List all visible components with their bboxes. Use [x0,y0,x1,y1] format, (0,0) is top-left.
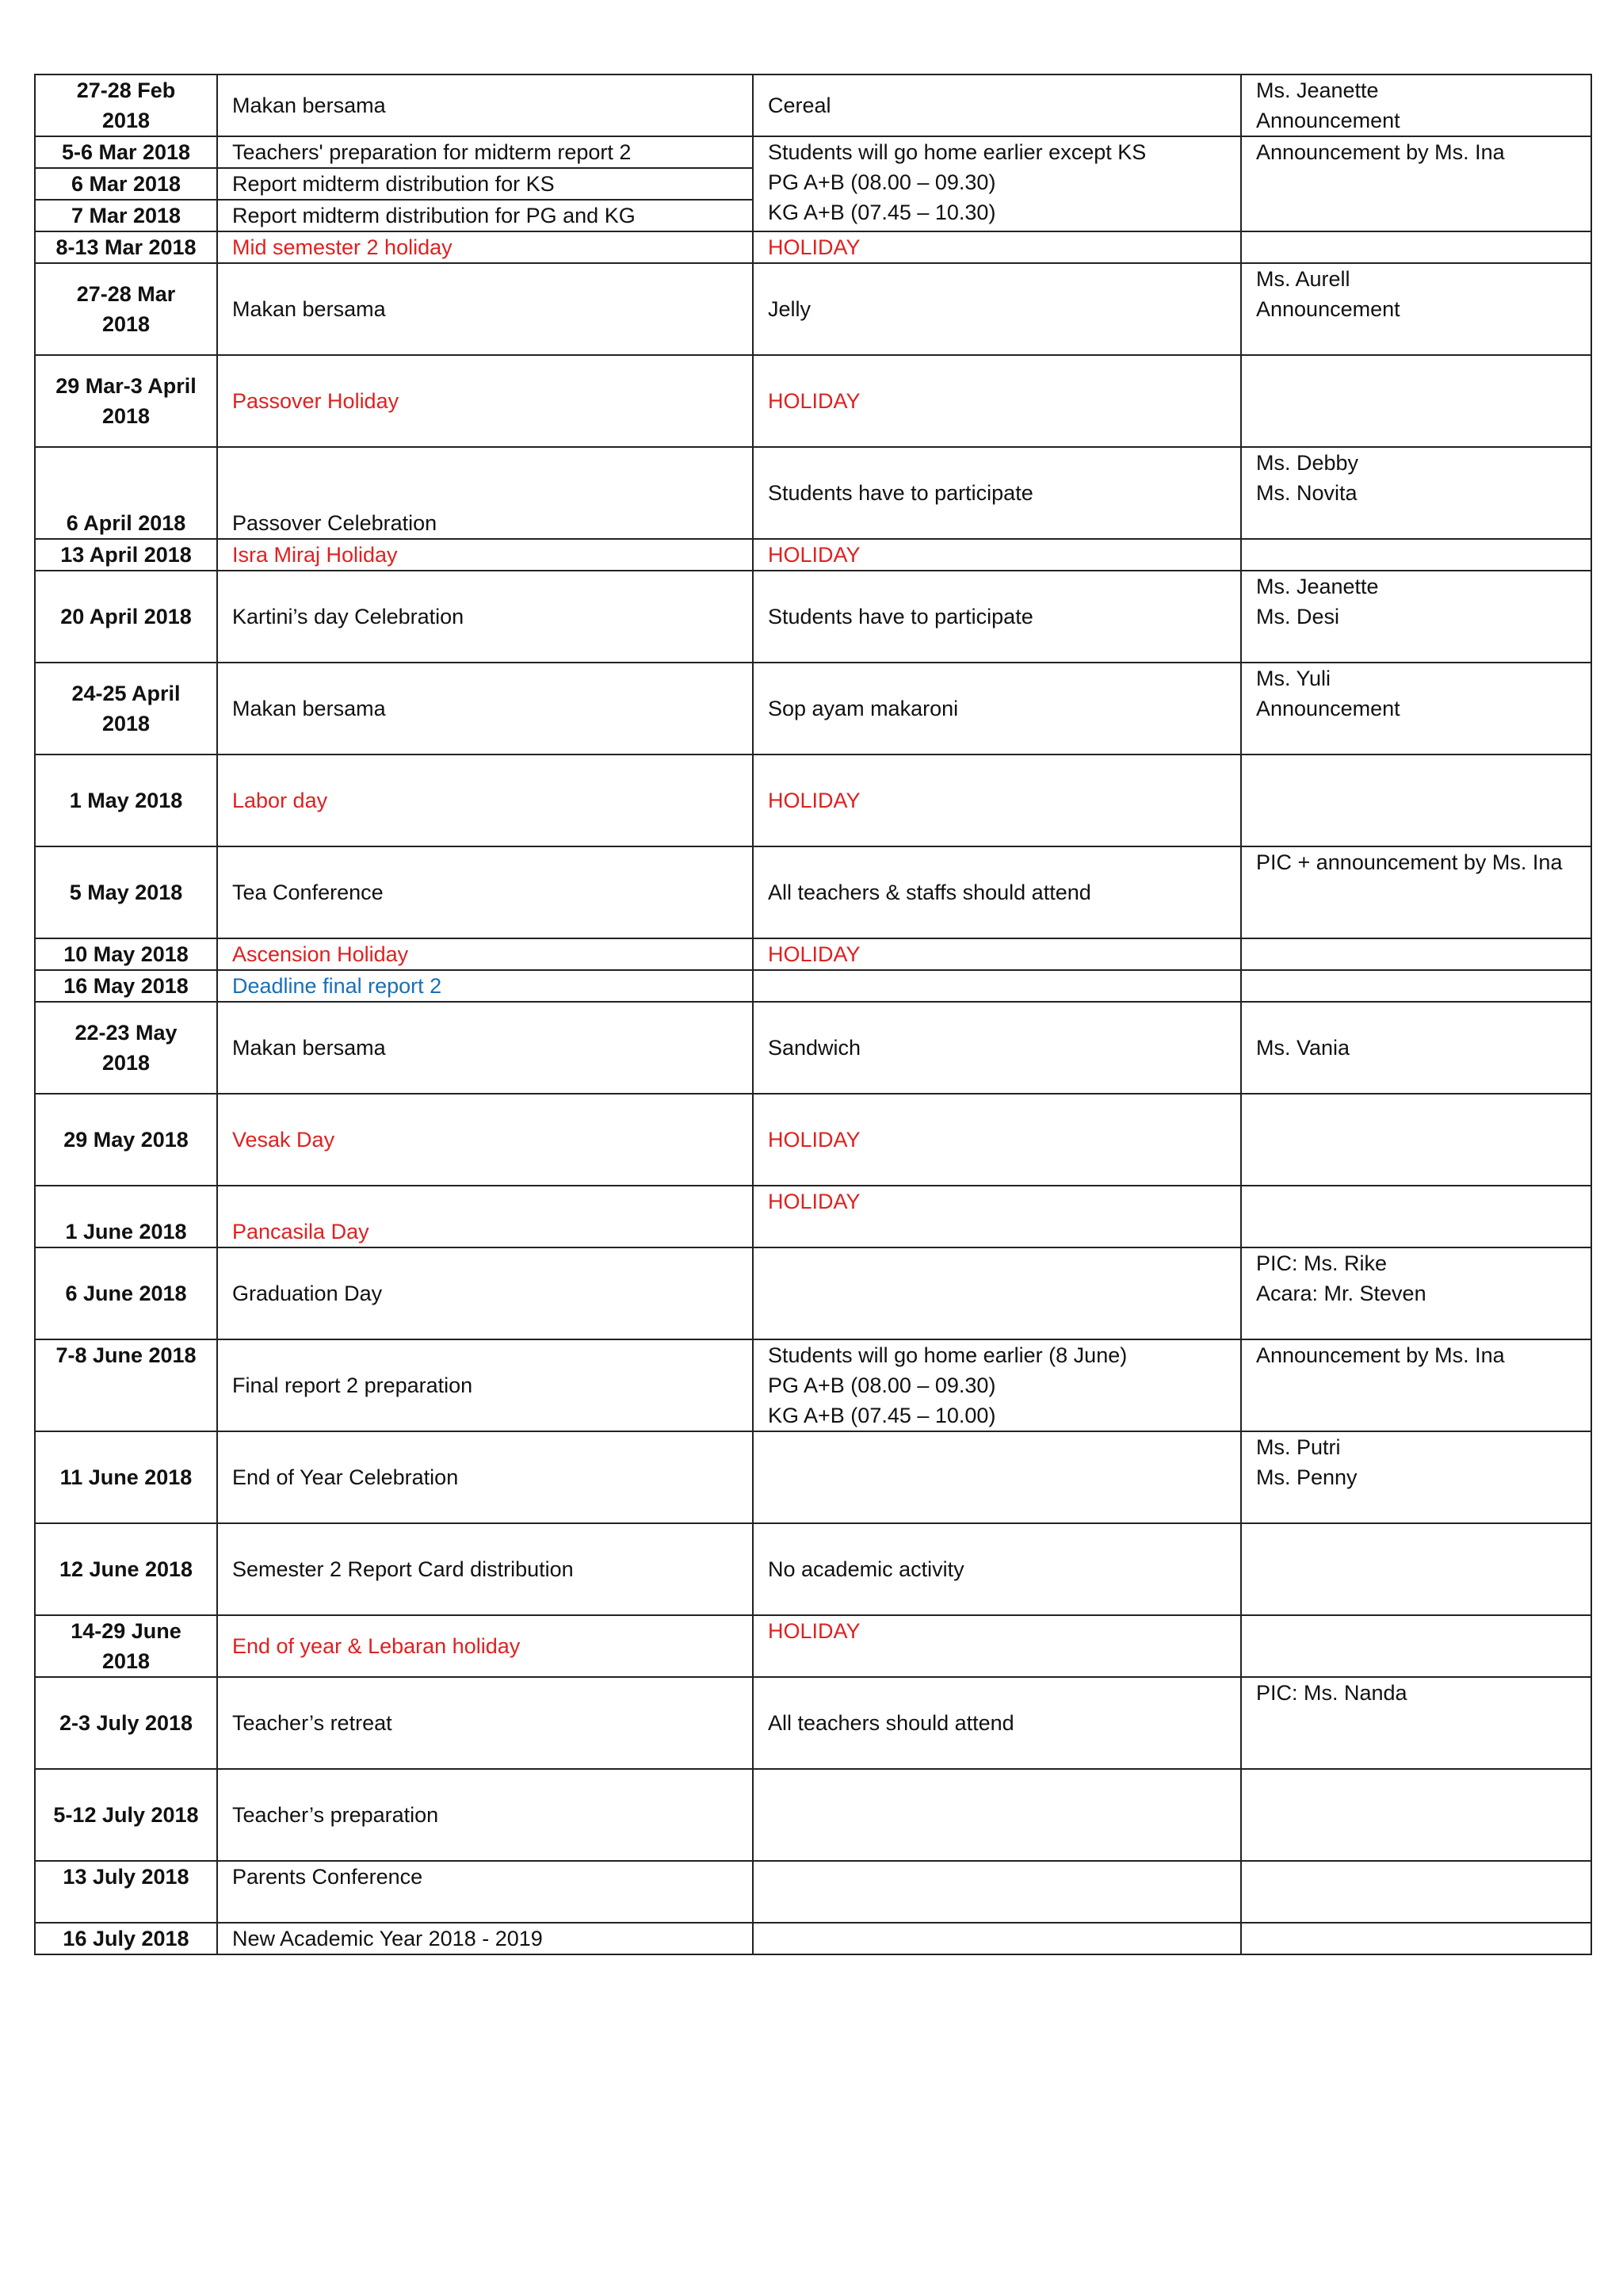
table-row [35,755,1591,846]
pic-cell: Ms. Debby Ms. Novita [1241,447,1591,539]
event-cell: End of year & Lebaran holiday [217,1615,753,1677]
note-cell: Sandwich [753,1002,1241,1094]
note-cell [753,1861,1241,1923]
note-cell: Jelly [753,263,1241,355]
pic-cell: Ms. Jeanette Announcement [1241,74,1591,136]
event-cell: Vesak Day [217,1094,753,1186]
note-cell: Students have to participate [753,571,1241,663]
note-cell: Students have to participate [753,447,1241,539]
pic-cell: Announcement by Ms. Ina [1241,1339,1591,1431]
table-row [35,136,1591,168]
event-cell: Parents Conference [217,1861,753,1923]
date-cell: 14-29 June 2018 [35,1615,217,1677]
table-row [35,1247,1591,1339]
note-cell: HOLIDAY [753,231,1241,263]
table-row [35,1339,1591,1431]
date-cell: 5-12 July 2018 [35,1769,217,1861]
date-cell: 5 May 2018 [35,846,217,938]
table-row [35,846,1591,938]
pic-cell [1241,1615,1591,1677]
pic-cell [1241,1923,1591,1954]
schedule-table-body [35,74,1591,1954]
event-cell: Tea Conference [217,846,753,938]
table-row [35,1923,1591,1954]
event-cell: Kartini’s day Celebration [217,571,753,663]
pic-cell: Ms. Jeanette Ms. Desi [1241,571,1591,663]
schedule-table [34,74,1592,1955]
date-cell: 2-3 July 2018 [35,1677,217,1769]
date-cell: 16 May 2018 [35,970,217,1002]
event-cell: Teacher’s preparation [217,1769,753,1861]
note-cell: HOLIDAY [753,1186,1241,1247]
event-cell: New Academic Year 2018 - 2019 [217,1923,753,1954]
pic-cell [1241,1523,1591,1615]
event-cell: Deadline final report 2 [217,970,753,1002]
pic-cell: PIC: Ms. Nanda [1241,1677,1591,1769]
date-cell: 12 June 2018 [35,1523,217,1615]
note-cell [753,1769,1241,1861]
table-row [35,74,1591,136]
event-cell: Semester 2 Report Card distribution [217,1523,753,1615]
date-cell: 29 Mar-3 April 2018 [35,355,217,447]
event-cell: Makan bersama [217,263,753,355]
event-cell: Makan bersama [217,663,753,755]
table-row [35,231,1591,263]
date-cell: 16 July 2018 [35,1923,217,1954]
table-row [35,1094,1591,1186]
date-cell: 24-25 April 2018 [35,663,217,755]
note-cell: Cereal [753,74,1241,136]
table-row [35,1677,1591,1769]
date-cell: 6 April 2018 [35,447,217,539]
pic-cell [1241,1094,1591,1186]
event-cell: Makan bersama [217,1002,753,1094]
date-cell: 20 April 2018 [35,571,217,663]
event-cell: Teacher’s retreat [217,1677,753,1769]
date-cell: 27-28 Feb 2018 [35,74,217,136]
date-cell: 11 June 2018 [35,1431,217,1523]
event-cell: Report midterm distribution for KS [217,168,753,200]
pic-cell: Ms. Aurell Announcement [1241,263,1591,355]
event-cell: Labor day [217,755,753,846]
note-cell: Students will go home earlier (8 June) PG A+B (08.00 – 09.30) KG A+B (07.45 – 10.00) [753,1339,1241,1431]
pic-cell: PIC + announcement by Ms. Ina [1241,846,1591,938]
event-cell: Makan bersama [217,74,753,136]
pic-cell [1241,970,1591,1002]
table-row [35,571,1591,663]
table-row [35,1769,1591,1861]
note-cell: Sop ayam makaroni [753,663,1241,755]
event-cell: Passover Holiday [217,355,753,447]
pic-cell: Announcement by Ms. Ina [1241,136,1591,231]
date-cell: 10 May 2018 [35,938,217,970]
table-row [35,1523,1591,1615]
event-cell: Final report 2 preparation [217,1339,753,1431]
note-cell [753,1431,1241,1523]
event-cell: Mid semester 2 holiday [217,231,753,263]
date-cell: 13 July 2018 [35,1861,217,1923]
pic-cell [1241,355,1591,447]
pic-cell [1241,1861,1591,1923]
pic-cell [1241,938,1591,970]
event-cell: Graduation Day [217,1247,753,1339]
note-cell: No academic activity [753,1523,1241,1615]
table-row [35,663,1591,755]
table-row [35,1861,1591,1923]
note-cell [753,970,1241,1002]
event-cell: Ascension Holiday [217,938,753,970]
note-cell [753,1247,1241,1339]
note-cell: HOLIDAY [753,539,1241,571]
table-row [35,1002,1591,1094]
table-row [35,539,1591,571]
date-cell: 7 Mar 2018 [35,200,217,231]
date-cell: 6 June 2018 [35,1247,217,1339]
note-cell: HOLIDAY [753,1094,1241,1186]
pic-cell: Ms. Yuli Announcement [1241,663,1591,755]
date-cell: 27-28 Mar 2018 [35,263,217,355]
note-cell: HOLIDAY [753,1615,1241,1677]
note-cell: HOLIDAY [753,755,1241,846]
pic-cell: Ms. Vania [1241,1002,1591,1094]
date-cell: 22-23 May 2018 [35,1002,217,1094]
pic-cell [1241,1186,1591,1247]
event-cell: End of Year Celebration [217,1431,753,1523]
date-cell: 1 May 2018 [35,755,217,846]
table-row [35,355,1591,447]
event-cell: Report midterm distribution for PG and KG [217,200,753,231]
date-cell: 8-13 Mar 2018 [35,231,217,263]
date-cell: 29 May 2018 [35,1094,217,1186]
pic-cell: PIC: Ms. Rike Acara: Mr. Steven [1241,1247,1591,1339]
event-cell: Passover Celebration [217,447,753,539]
table-row [35,1431,1591,1523]
note-cell: All teachers should attend [753,1677,1241,1769]
pic-cell [1241,1769,1591,1861]
table-row [35,938,1591,970]
note-cell: HOLIDAY [753,938,1241,970]
pic-cell [1241,231,1591,263]
pic-cell [1241,755,1591,846]
table-row [35,970,1591,1002]
event-cell: Teachers' preparation for midterm report 2 [217,136,753,168]
table-row [35,447,1591,539]
event-cell: Isra Miraj Holiday [217,539,753,571]
note-cell: All teachers & staffs should attend [753,846,1241,938]
event-cell: Pancasila Day [217,1186,753,1247]
date-cell: 7-8 June 2018 [35,1339,217,1431]
date-cell: 5-6 Mar 2018 [35,136,217,168]
pic-cell [1241,539,1591,571]
table-row [35,263,1591,355]
note-cell: HOLIDAY [753,355,1241,447]
table-row [35,1615,1591,1677]
table-row [35,1186,1591,1247]
date-cell: 1 June 2018 [35,1186,217,1247]
pic-cell: Ms. Putri Ms. Penny [1241,1431,1591,1523]
note-cell [753,1923,1241,1954]
date-cell: 13 April 2018 [35,539,217,571]
date-cell: 6 Mar 2018 [35,168,217,200]
note-cell: Students will go home earlier except KS PG A+B (08.00 – 09.30) KG A+B (07.45 – 10.30) [753,136,1241,231]
